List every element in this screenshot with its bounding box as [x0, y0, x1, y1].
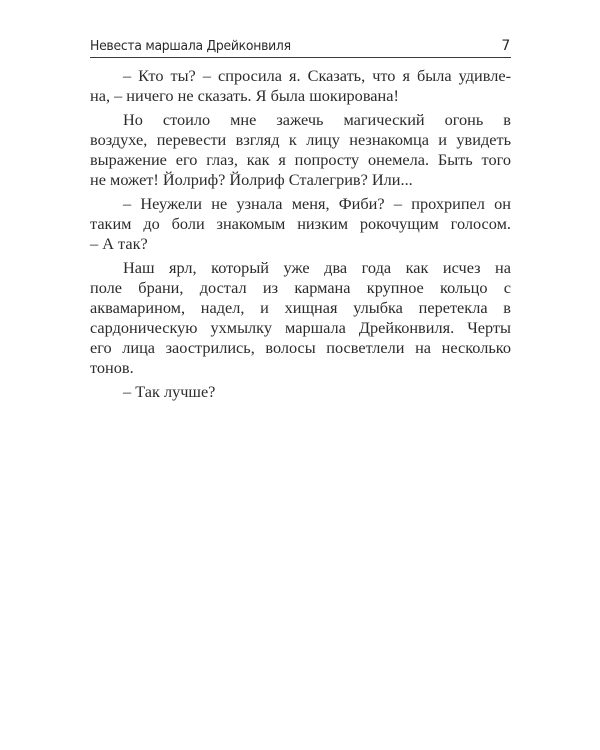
paragraph-3 — [90, 194, 511, 254]
text-line: на, – ничего не сказать. Я была шокирована! — [90, 86, 399, 105]
running-header — [90, 36, 511, 58]
text-line: воздухе, перевести взгляд к лицу незнакомца и увидеть — [90, 130, 511, 149]
text-line: таким до боли знакомым низким рокочущим голосом. — [90, 214, 511, 233]
text-line: поле брани, достал из кармана крупное кольцо с — [90, 278, 511, 297]
paragraph-2 — [90, 110, 511, 190]
text-line: Наш ярл, который уже два года как исчез на — [123, 258, 511, 277]
text-line: не может! Йолриф? Йолриф Сталегрив? Или... — [90, 170, 413, 189]
text-line: сардоническую ухмылку маршала Дрейконвиля. Черты — [90, 318, 511, 337]
book-page — [90, 36, 511, 406]
text-line: его лица заострились, волосы посветлели на несколько — [90, 338, 511, 357]
text-line: аквамарином, надел, и хищная улыбка перетекла в — [90, 298, 511, 317]
text-line: – Так лучше? — [123, 382, 216, 401]
page-number: 7 — [501, 38, 510, 54]
paragraph-4 — [90, 258, 511, 378]
body-text — [90, 66, 511, 402]
text-line: Но стоило мне зажечь магический огонь в — [123, 110, 511, 129]
text-line: тонов. — [90, 358, 134, 377]
text-line: – Кто ты? – спросила я. Сказать, что я была удивле- — [123, 66, 511, 85]
paragraph-5 — [90, 382, 511, 402]
book-title: Невеста маршала Дрейконвиля — [90, 38, 291, 54]
text-line: – А так? — [90, 234, 148, 253]
text-line: – Неужели не узнала меня, Фиби? – прохрипел он — [123, 194, 511, 213]
paragraph-1 — [90, 66, 511, 106]
text-line: выражение его глаз, как я попросту онемела. Быть того — [90, 150, 511, 169]
